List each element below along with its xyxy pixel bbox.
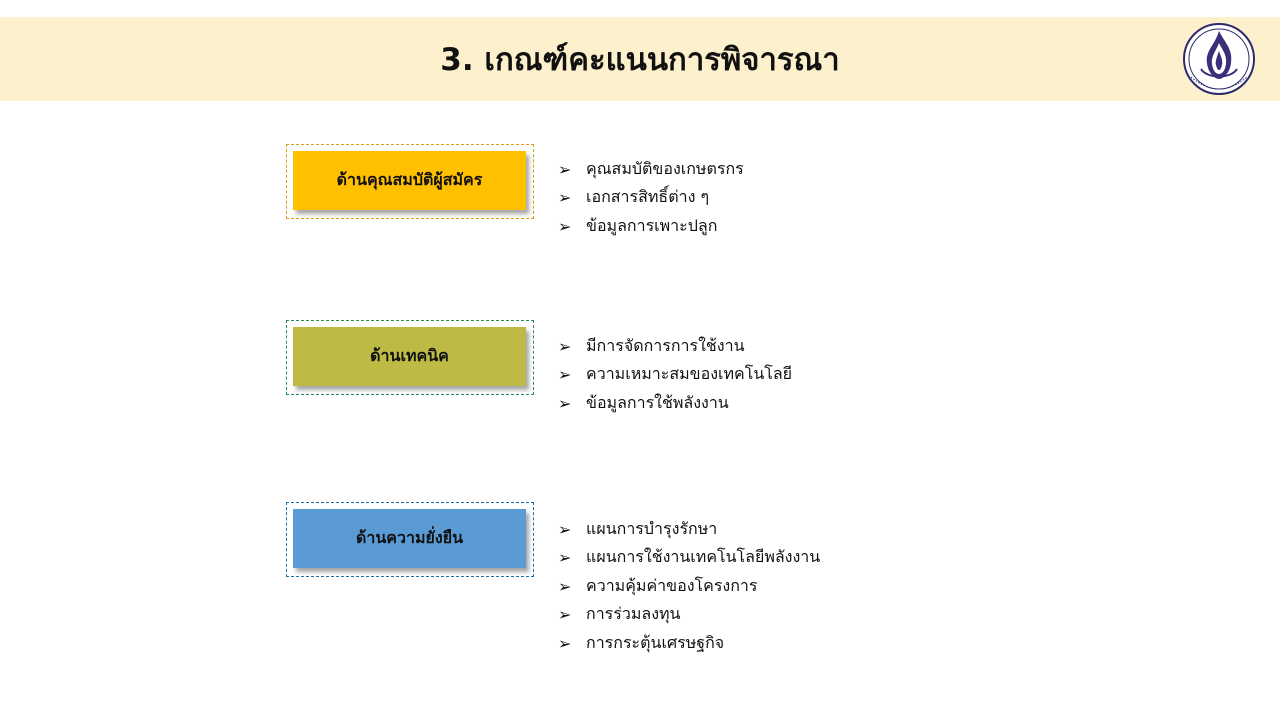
section-label-applicant: ด้านคุณสมบัติผู้สมัคร bbox=[293, 151, 526, 210]
arrow-bullet-icon: ➢ bbox=[558, 336, 572, 356]
top-margin bbox=[0, 0, 1280, 17]
bullet-list-technical bbox=[558, 332, 792, 418]
list-item: ➢ การร่วมลงทุน bbox=[558, 604, 681, 625]
section-label-technical: ด้านเทคนิค bbox=[293, 327, 526, 386]
arrow-bullet-icon: ➢ bbox=[558, 216, 572, 236]
list-item: ➢ ข้อมูลการเพาะปลูก bbox=[558, 215, 718, 236]
section-label-sustainability: ด้านความยั่งยืน bbox=[293, 509, 526, 568]
list-item: ➢ การกระตุ้นเศรษฐกิจ bbox=[558, 632, 725, 653]
list-item: ➢ เอกสารสิทธิ์ต่าง ๆ bbox=[558, 187, 710, 208]
arrow-bullet-icon: ➢ bbox=[558, 188, 572, 208]
page-title: 3. เกณฑ์คะแนนการพิจารณา bbox=[440, 42, 840, 78]
list-item: ➢ แผนการบำรุงรักษา bbox=[558, 518, 718, 539]
list-item: ➢ คุณสมบัติของเกษตรกร bbox=[558, 158, 744, 179]
flame-emblem-icon bbox=[1177, 19, 1261, 103]
bullet-list-sustainability bbox=[558, 515, 820, 658]
arrow-bullet-icon: ➢ bbox=[558, 605, 572, 625]
arrow-bullet-icon: ➢ bbox=[558, 393, 572, 413]
list-item: ➢ มีการจัดการการใช้งาน bbox=[558, 335, 745, 356]
arrow-bullet-icon: ➢ bbox=[558, 576, 572, 596]
arrow-bullet-icon: ➢ bbox=[558, 519, 572, 539]
list-item: ➢ ข้อมูลการใช้พลังงาน bbox=[558, 392, 729, 413]
header-bar bbox=[0, 17, 1280, 101]
arrow-bullet-icon: ➢ bbox=[558, 548, 572, 568]
arrow-bullet-icon: ➢ bbox=[558, 365, 572, 385]
arrow-bullet-icon: ➢ bbox=[558, 633, 572, 653]
list-item: ➢ ความคุ้มค่าของโครงการ bbox=[558, 575, 758, 596]
list-item: ➢ แผนการใช้งานเทคโนโลยีพลังงาน bbox=[558, 547, 821, 568]
bullet-list-applicant bbox=[558, 155, 744, 241]
list-item: ➢ ความเหมาะสมของเทคโนโลยี bbox=[558, 364, 793, 385]
arrow-bullet-icon: ➢ bbox=[558, 159, 572, 179]
